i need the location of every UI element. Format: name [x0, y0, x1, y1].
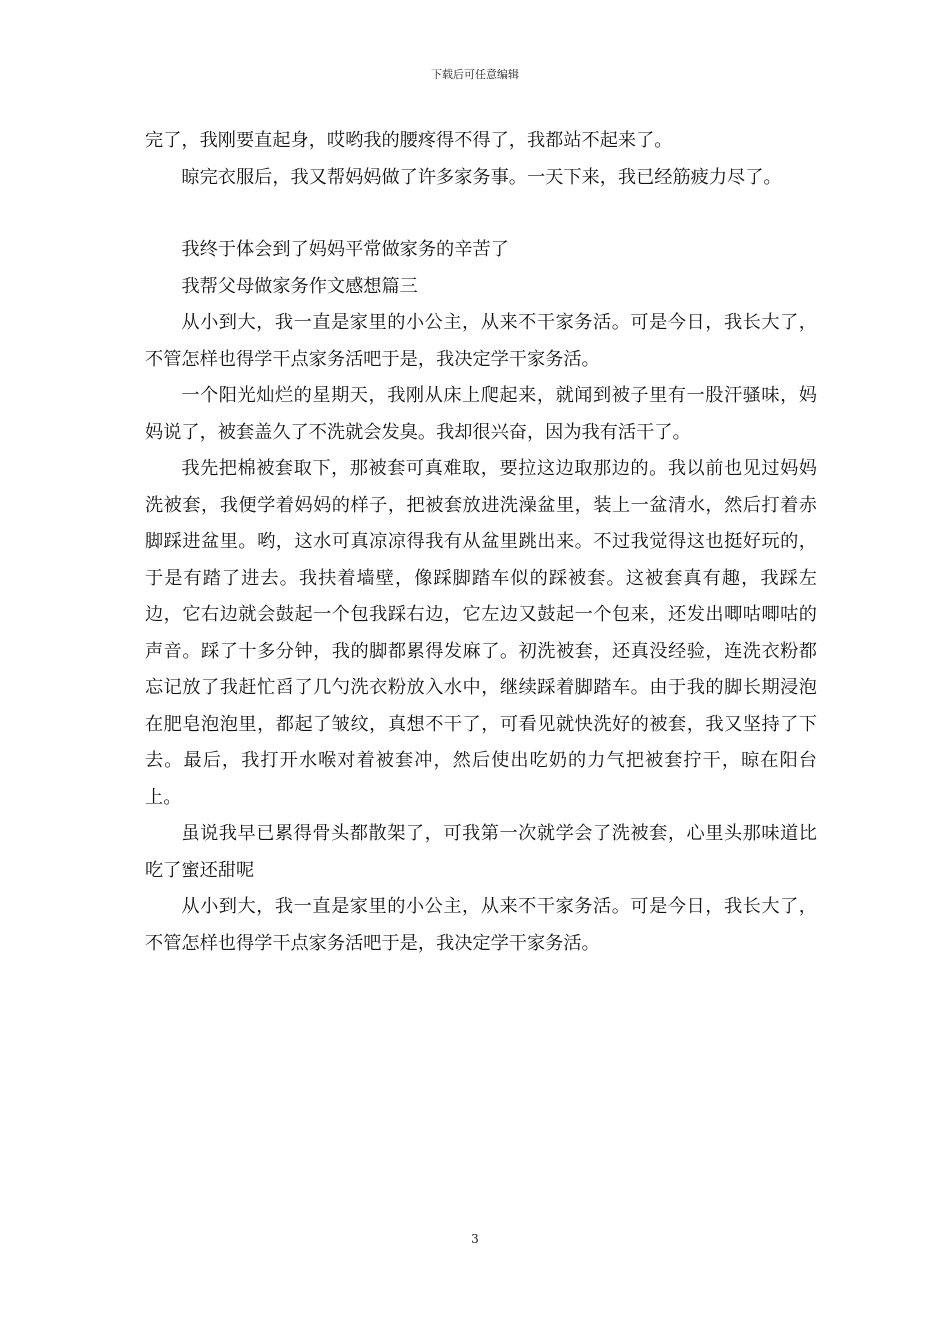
paragraph: 晾完衣服后，我又帮妈妈做了许多家务事。一天下来，我已经筋疲力尽了。: [181, 166, 782, 188]
page-header: 下载后可任意编辑: [431, 68, 519, 81]
document-body: [145, 123, 817, 962]
paragraph: 我先把棉被套取下，那被套可真难取，要拉这边取那边的。我以前也见过妈妈洗被套，我便学着妈妈的样子，把被套放进洗澡盆里，装上一盆清水，然后打着赤脚踩进盆里。哟，这水可真凉凉得我有从盆里跳出来。不过我觉得这也挺好玩的，于是有踏了进去。我扶着墙壁，像踩脚踏车似的踩被套。这被套真有趣，我踩左边，它右边就会鼓起一个包我踩右边，它左边又鼓起一个包来，还发出唧咕唧咕的声音。踩了十多分钟，我的脚都累得发麻了。初洗被套，还真没经验，连洗衣粉都忘记放了我赶忙舀了几勺洗衣粉放入水中，继续踩着脚踏车。由于我的脚长期浸泡在肥皂泡泡里，都起了皱纹，真想不干了，可看见就快洗好的被套，我又坚持了下去。最后，我打开水喉对着被套冲，然后使出吃奶的力气把被套拧干，晾在阳台上。: [145, 458, 817, 808]
paragraph: 我终于体会到了妈妈平常做家务的辛苦了: [181, 239, 509, 260]
section-title: 我帮父母做家务作文感想篇三: [181, 275, 418, 297]
paragraph: 完了，我刚要直起身，哎哟我的腰疼得不得了，我都站不起来了。: [145, 130, 673, 151]
blank-line: [145, 196, 817, 232]
paragraph: 一个阳光灿烂的星期天，我刚从床上爬起来，就闻到被子里有一股汗骚味，妈妈说了，被套盖久了不洗就会发臭。我却很兴奋，因为我有活干了。: [145, 385, 817, 443]
paragraph: 虽说我早已累得骨头都散架了，可我第一次就学会了洗被套，心里头那味道比吃了蜜还甜呢: [145, 823, 817, 881]
paragraph: 从小到大，我一直是家里的小公主，从来不干家务活。可是今日，我长大了，不管怎样也得学干点家务活吧于是，我决定学干家务活。: [145, 312, 817, 370]
page-number: 3: [471, 1232, 479, 1246]
paragraph: 从小到大，我一直是家里的小公主，从来不干家务活。可是今日，我长大了，不管怎样也得学干点家务活吧于是，我决定学干家务活。: [145, 896, 817, 954]
